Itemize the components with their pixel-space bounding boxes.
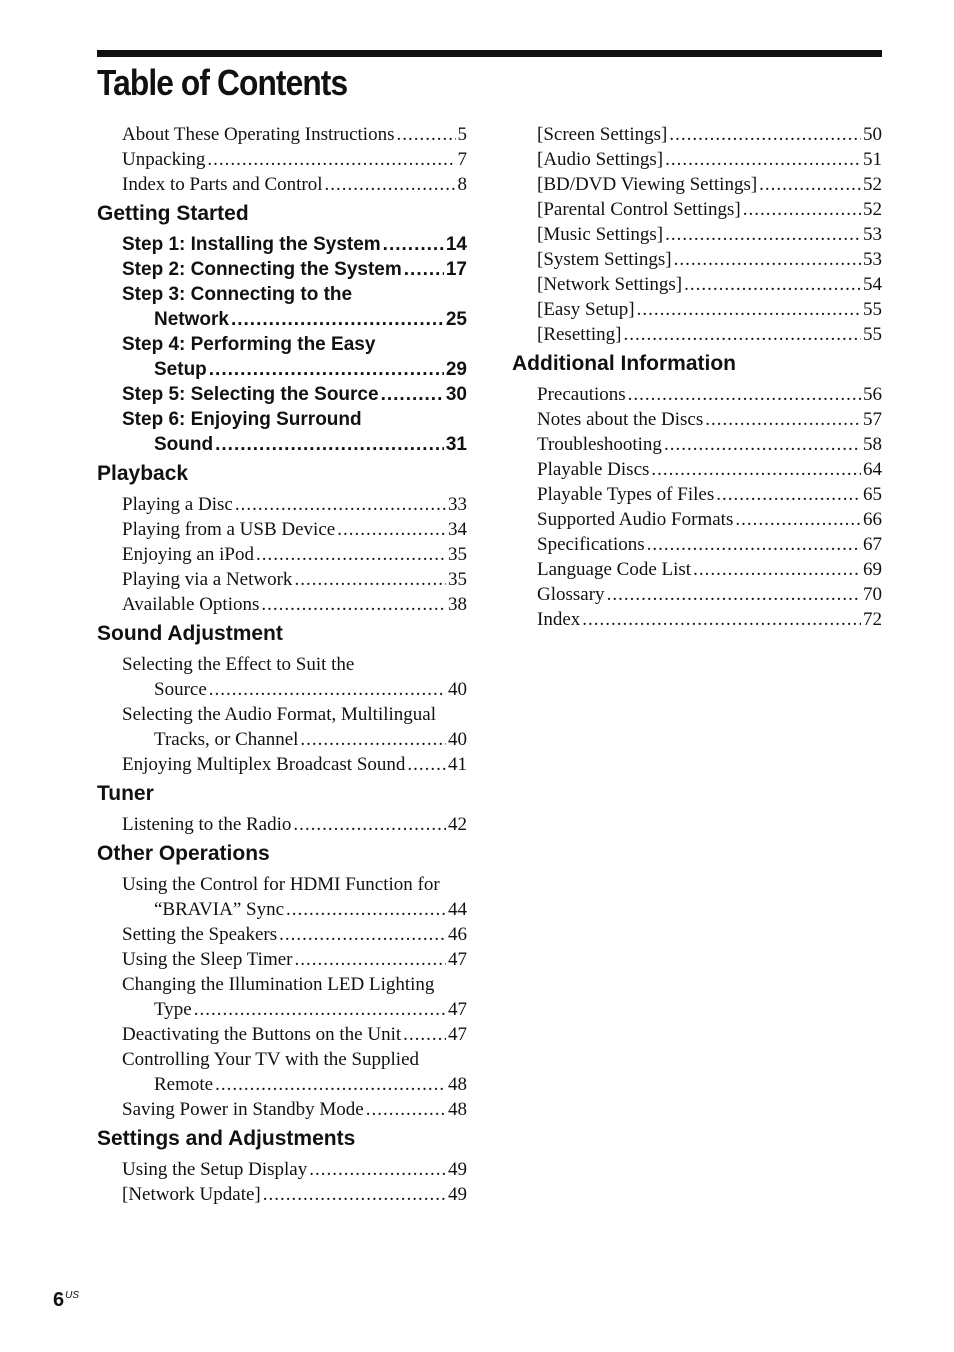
page-footer (53, 1284, 79, 1312)
dot-leader (325, 172, 456, 197)
toc-entry[interactable] (122, 172, 467, 197)
page-ref: 54 (863, 274, 882, 295)
section-heading: Playback (97, 462, 189, 485)
toc-entry-label: Step 2: Connecting the System (122, 259, 402, 280)
dot-leader (209, 357, 444, 382)
toc-entry-label: Index (537, 609, 581, 630)
region-code: US (65, 1290, 80, 1301)
toc-entry-label: Step 5: Selecting the Source (122, 384, 379, 405)
toc-entry-line (537, 482, 882, 507)
toc-entry-label: Type (154, 999, 192, 1020)
dot-leader (669, 122, 861, 147)
toc-entry-label: Step 4: Performing the Easy (122, 334, 376, 355)
page-ref: 8 (457, 174, 467, 195)
toc-entry[interactable] (537, 607, 882, 632)
toc-entry-label: Step 1: Installing the System (122, 234, 381, 255)
toc-entry[interactable] (537, 432, 882, 457)
toc-entry-label: “BRAVIA” Sync (154, 899, 285, 920)
toc-entry-label: Saving Power in Standby Mode (122, 1099, 364, 1120)
toc-entry-line (122, 897, 467, 922)
toc-entry-line (537, 532, 882, 557)
toc-entry-label: About These Operating Instructions (122, 124, 395, 145)
toc-entry-label: Enjoying an iPod (122, 544, 254, 565)
page-ref: 33 (448, 494, 467, 515)
dot-leader (651, 457, 861, 482)
toc-entry-label: Using the Control for HDMI Function for (122, 874, 440, 895)
dot-leader (647, 532, 861, 557)
dot-leader (194, 997, 446, 1022)
toc-entry-label: [System Settings] (537, 249, 672, 270)
toc-entry-label: Using the Setup Display (122, 1159, 308, 1180)
toc-entry[interactable] (537, 382, 882, 407)
page-title: Table of Contents (97, 62, 348, 103)
toc-entry-line (537, 197, 882, 222)
toc-entry-label: Available Options (122, 594, 260, 615)
toc-entry-line (122, 147, 467, 172)
dot-leader (735, 507, 861, 532)
toc-entry-line (122, 752, 467, 777)
dot-leader (403, 1022, 446, 1047)
toc-entry[interactable] (122, 592, 467, 617)
page-ref: 64 (863, 459, 882, 480)
page-ref: 47 (448, 949, 467, 970)
toc-entry-label: Playable Types of Files (537, 484, 715, 505)
page-ref: 55 (863, 299, 882, 320)
toc-entry-label: [Parental Control Settings] (537, 199, 741, 220)
section-heading: Getting Started (97, 202, 249, 225)
toc-entry[interactable] (122, 122, 467, 147)
toc-entry-line (122, 382, 467, 407)
section-heading: Additional Information (512, 352, 736, 375)
toc-entry[interactable] (122, 282, 467, 332)
toc-entry[interactable] (537, 322, 882, 347)
toc-entry-label: Playing from a USB Device (122, 519, 336, 540)
page-ref: 42 (448, 814, 467, 835)
page-ref: 34 (448, 519, 467, 540)
toc-entry-label: [BD/DVD Viewing Settings] (537, 174, 758, 195)
toc-entry-label: [Network Update] (122, 1184, 261, 1205)
dot-leader (396, 122, 455, 147)
toc-entry-label: [Easy Setup] (537, 299, 635, 320)
dot-leader (207, 147, 455, 172)
dot-leader (743, 197, 861, 222)
toc-entry-line (537, 432, 882, 457)
toc-entry-label: Step 3: Connecting to the (122, 284, 353, 305)
toc-entry[interactable] (122, 972, 467, 1022)
toc-entry-line (122, 432, 467, 457)
toc-entry-label: [Audio Settings] (537, 149, 664, 170)
toc-entry-line (122, 972, 467, 997)
dot-leader (294, 567, 446, 592)
dot-leader (674, 247, 861, 272)
page-ref: 7 (457, 149, 467, 170)
page-ref: 40 (448, 679, 467, 700)
toc-entry-label: Notes about the Discs (537, 409, 704, 430)
page-ref: 41 (448, 754, 467, 775)
page-ref: 57 (863, 409, 882, 430)
toc-section (512, 351, 882, 632)
dot-leader (293, 812, 446, 837)
toc-entry-line (122, 567, 467, 592)
toc-entry-line (537, 322, 882, 347)
toc-entry-line (122, 1182, 467, 1207)
toc-entry[interactable] (122, 1047, 467, 1097)
toc-entry-line (537, 457, 882, 482)
page-ref: 31 (445, 434, 467, 455)
toc-entry-line (537, 557, 882, 582)
page-ref: 66 (863, 509, 882, 530)
toc-entry[interactable] (537, 482, 882, 507)
dot-leader (309, 1157, 446, 1182)
toc-entry[interactable] (537, 557, 882, 582)
section-heading: Tuner (97, 782, 154, 805)
page-ref: 65 (863, 484, 882, 505)
toc-entry[interactable] (537, 507, 882, 532)
toc-entry-line (122, 1047, 467, 1072)
dot-leader (337, 517, 446, 542)
toc-entry[interactable] (122, 1097, 467, 1122)
toc-entry-label: Tracks, or Channel (154, 729, 299, 750)
dot-leader (637, 297, 861, 322)
toc-entry-line (122, 122, 467, 147)
page-ref: 5 (457, 124, 467, 145)
page-ref: 53 (863, 224, 882, 245)
toc-entry[interactable] (122, 567, 467, 592)
toc-entry-label: Troubleshooting (537, 434, 662, 455)
toc-entry[interactable] (122, 1157, 467, 1182)
page-ref: 30 (445, 384, 467, 405)
page-ref: 47 (448, 999, 467, 1020)
toc-entry[interactable] (122, 752, 467, 777)
dot-leader (300, 727, 446, 752)
page-ref: 51 (863, 149, 882, 170)
dot-leader (263, 1182, 446, 1207)
page-ref: 70 (863, 584, 882, 605)
toc-section (97, 1126, 467, 1207)
toc-entry-line (537, 222, 882, 247)
page-ref: 35 (448, 569, 467, 590)
toc-entry[interactable] (122, 812, 467, 837)
section-heading: Settings and Adjustments (97, 1127, 356, 1150)
toc-entry[interactable] (122, 652, 467, 702)
toc-entry-line (122, 492, 467, 517)
toc-entry-line (122, 1097, 467, 1122)
toc-entry[interactable] (122, 872, 467, 922)
dot-leader (231, 307, 444, 332)
title-rule (97, 50, 882, 57)
page-ref: 47 (448, 1024, 467, 1045)
toc-entry[interactable] (122, 1182, 467, 1207)
toc-entry[interactable] (122, 382, 467, 407)
page-ref: 38 (448, 594, 467, 615)
toc-entry[interactable] (537, 457, 882, 482)
toc-entry-line (537, 122, 882, 147)
toc-entry-label: Setup (154, 359, 207, 380)
toc-entry-line (122, 232, 467, 257)
dot-leader (366, 1097, 446, 1122)
dot-leader (286, 897, 446, 922)
toc-entry-line (122, 812, 467, 837)
toc-entry-line (122, 872, 467, 897)
dot-leader (628, 382, 861, 407)
toc-entry-line (537, 507, 882, 532)
page-ref: 52 (863, 199, 882, 220)
toc-entry[interactable] (122, 147, 467, 172)
toc-entry[interactable] (122, 332, 467, 382)
page-ref: 67 (863, 534, 882, 555)
toc-entry-label: Precautions (537, 384, 626, 405)
dot-leader (383, 232, 444, 257)
toc-entry-label: [Resetting] (537, 324, 622, 345)
page-ref: 35 (448, 544, 467, 565)
dot-leader (759, 172, 861, 197)
toc-entry[interactable] (537, 147, 882, 172)
toc-entry-line (122, 257, 467, 282)
section-heading: Sound Adjustment (97, 622, 283, 645)
page-ref: 48 (448, 1074, 467, 1095)
toc-entry-line (122, 517, 467, 542)
dot-leader (607, 582, 861, 607)
toc-entry[interactable] (537, 272, 882, 297)
toc-entry-label: Unpacking (122, 149, 206, 170)
toc-entry-line (537, 382, 882, 407)
page-ref: 49 (448, 1159, 467, 1180)
toc-entry-label: [Music Settings] (537, 224, 664, 245)
toc-entry-label: Sound (154, 434, 214, 455)
toc-entry-line (122, 1022, 467, 1047)
dot-leader (684, 272, 861, 297)
dot-leader (665, 147, 861, 172)
toc-entry-label: Remote (154, 1074, 214, 1095)
toc-column-right (512, 122, 882, 632)
toc-entry-label: [Network Settings] (537, 274, 683, 295)
toc-entry[interactable] (537, 122, 882, 147)
toc-entry-line (122, 307, 467, 332)
toc-entry[interactable] (537, 222, 882, 247)
page-ref: 25 (445, 309, 467, 330)
toc-entry-label: Language Code List (537, 559, 692, 580)
dot-leader (716, 482, 861, 507)
dot-leader (664, 432, 861, 457)
toc-entry[interactable] (122, 947, 467, 972)
toc-entry[interactable] (537, 297, 882, 322)
page-ref: 14 (445, 234, 467, 255)
page-ref: 72 (863, 609, 882, 630)
toc-entry[interactable] (537, 407, 882, 432)
toc-section (97, 781, 467, 837)
toc-entry-line (122, 1072, 467, 1097)
dot-leader (256, 542, 446, 567)
dot-leader (404, 257, 444, 282)
toc-entry-label: Source (154, 679, 207, 700)
toc-entry[interactable] (537, 582, 882, 607)
toc-entry-label: Playing via a Network (122, 569, 293, 590)
dot-leader (665, 222, 861, 247)
toc-entry-line (122, 727, 467, 752)
dot-leader (209, 677, 446, 702)
toc-section (512, 122, 882, 347)
toc-entry-label: Deactivating the Buttons on the Unit (122, 1024, 402, 1045)
toc-section (97, 122, 467, 197)
page-ref: 52 (863, 174, 882, 195)
toc-entry[interactable] (122, 517, 467, 542)
page-ref: 69 (863, 559, 882, 580)
toc-entry-label: Selecting the Audio Format, Multilingual (122, 704, 437, 725)
toc-entry-line (122, 677, 467, 702)
toc-entry-label: Using the Sleep Timer (122, 949, 293, 970)
dot-leader (261, 592, 446, 617)
page-ref: 44 (448, 899, 467, 920)
dot-leader (407, 752, 446, 777)
page-ref: 50 (863, 124, 882, 145)
toc-entry-label: [Screen Settings] (537, 124, 668, 145)
toc-entry-label: Playable Discs (537, 459, 650, 480)
page-ref: 17 (445, 259, 467, 280)
toc-entry-line (122, 592, 467, 617)
toc-entry-label: Supported Audio Formats (537, 509, 734, 530)
page-number: 6 (53, 1289, 65, 1311)
toc-entry-label: Network (154, 309, 229, 330)
toc-entry-line (122, 332, 467, 357)
toc-entry[interactable] (537, 247, 882, 272)
dot-leader (693, 557, 861, 582)
toc-entry-label: Step 6: Enjoying Surround (122, 409, 362, 430)
toc-entry[interactable] (122, 492, 467, 517)
dot-leader (215, 1072, 446, 1097)
toc-entry[interactable] (122, 702, 467, 752)
page-ref: 40 (448, 729, 467, 750)
toc-entry-line (122, 997, 467, 1022)
toc-entry-line (537, 407, 882, 432)
dot-leader (381, 382, 444, 407)
toc-entry-line (122, 172, 467, 197)
toc-entry[interactable] (122, 257, 467, 282)
toc-entry[interactable] (537, 197, 882, 222)
toc-entry-label: Controlling Your TV with the Supplied (122, 1049, 419, 1070)
dot-leader (279, 922, 446, 947)
toc-entry[interactable] (122, 1022, 467, 1047)
page-ref: 58 (863, 434, 882, 455)
toc-entry[interactable] (122, 232, 467, 257)
toc-column-left (97, 122, 467, 1207)
toc-entry-label: Specifications (537, 534, 645, 555)
toc-entry-line (122, 357, 467, 382)
toc-entry-label: Enjoying Multiplex Broadcast Sound (122, 754, 406, 775)
toc-section (97, 461, 467, 617)
toc-entry[interactable] (122, 922, 467, 947)
toc-entry[interactable] (537, 532, 882, 557)
page-ref: 49 (448, 1184, 467, 1205)
page-ref: 48 (448, 1099, 467, 1120)
toc-entry[interactable] (122, 542, 467, 567)
toc-entry-label: Setting the Speakers (122, 924, 278, 945)
toc-entry-line (122, 947, 467, 972)
toc-entry-label: Playing a Disc (122, 494, 233, 515)
toc-entry-line (122, 282, 467, 307)
dot-leader (623, 322, 861, 347)
toc-entry-line (537, 297, 882, 322)
dot-leader (294, 947, 446, 972)
toc-entry-line (537, 272, 882, 297)
page-ref: 56 (863, 384, 882, 405)
toc-entry-line (122, 922, 467, 947)
toc-entry-line (537, 607, 882, 632)
page-ref: 46 (448, 924, 467, 945)
toc-entry-label: Changing the Illumination LED Lighting (122, 974, 435, 995)
toc-entry-line (122, 1157, 467, 1182)
toc-section (97, 841, 467, 1122)
toc-entry-line (537, 147, 882, 172)
toc-entry-label: Selecting the Effect to Suit the (122, 654, 355, 675)
dot-leader (705, 407, 861, 432)
dot-leader (582, 607, 861, 632)
toc-entry-label: Listening to the Radio (122, 814, 292, 835)
toc-section (97, 621, 467, 777)
toc-entry-label: Index to Parts and Control (122, 174, 323, 195)
toc-entry-line (122, 652, 467, 677)
toc-entry-line (537, 582, 882, 607)
toc-entry-line (122, 407, 467, 432)
page-ref: 53 (863, 249, 882, 270)
toc-entry-line (537, 172, 882, 197)
dot-leader (215, 432, 444, 457)
toc-entry-line (537, 247, 882, 272)
dot-leader (235, 492, 446, 517)
toc-entry-line (122, 702, 467, 727)
page-ref: 55 (863, 324, 882, 345)
section-heading: Other Operations (97, 842, 270, 865)
toc-entry[interactable] (537, 172, 882, 197)
toc-section (97, 201, 467, 457)
toc-entry-line (122, 542, 467, 567)
page-ref: 29 (445, 359, 467, 380)
toc-entry[interactable] (122, 407, 467, 457)
toc-entry-label: Glossary (537, 584, 605, 605)
